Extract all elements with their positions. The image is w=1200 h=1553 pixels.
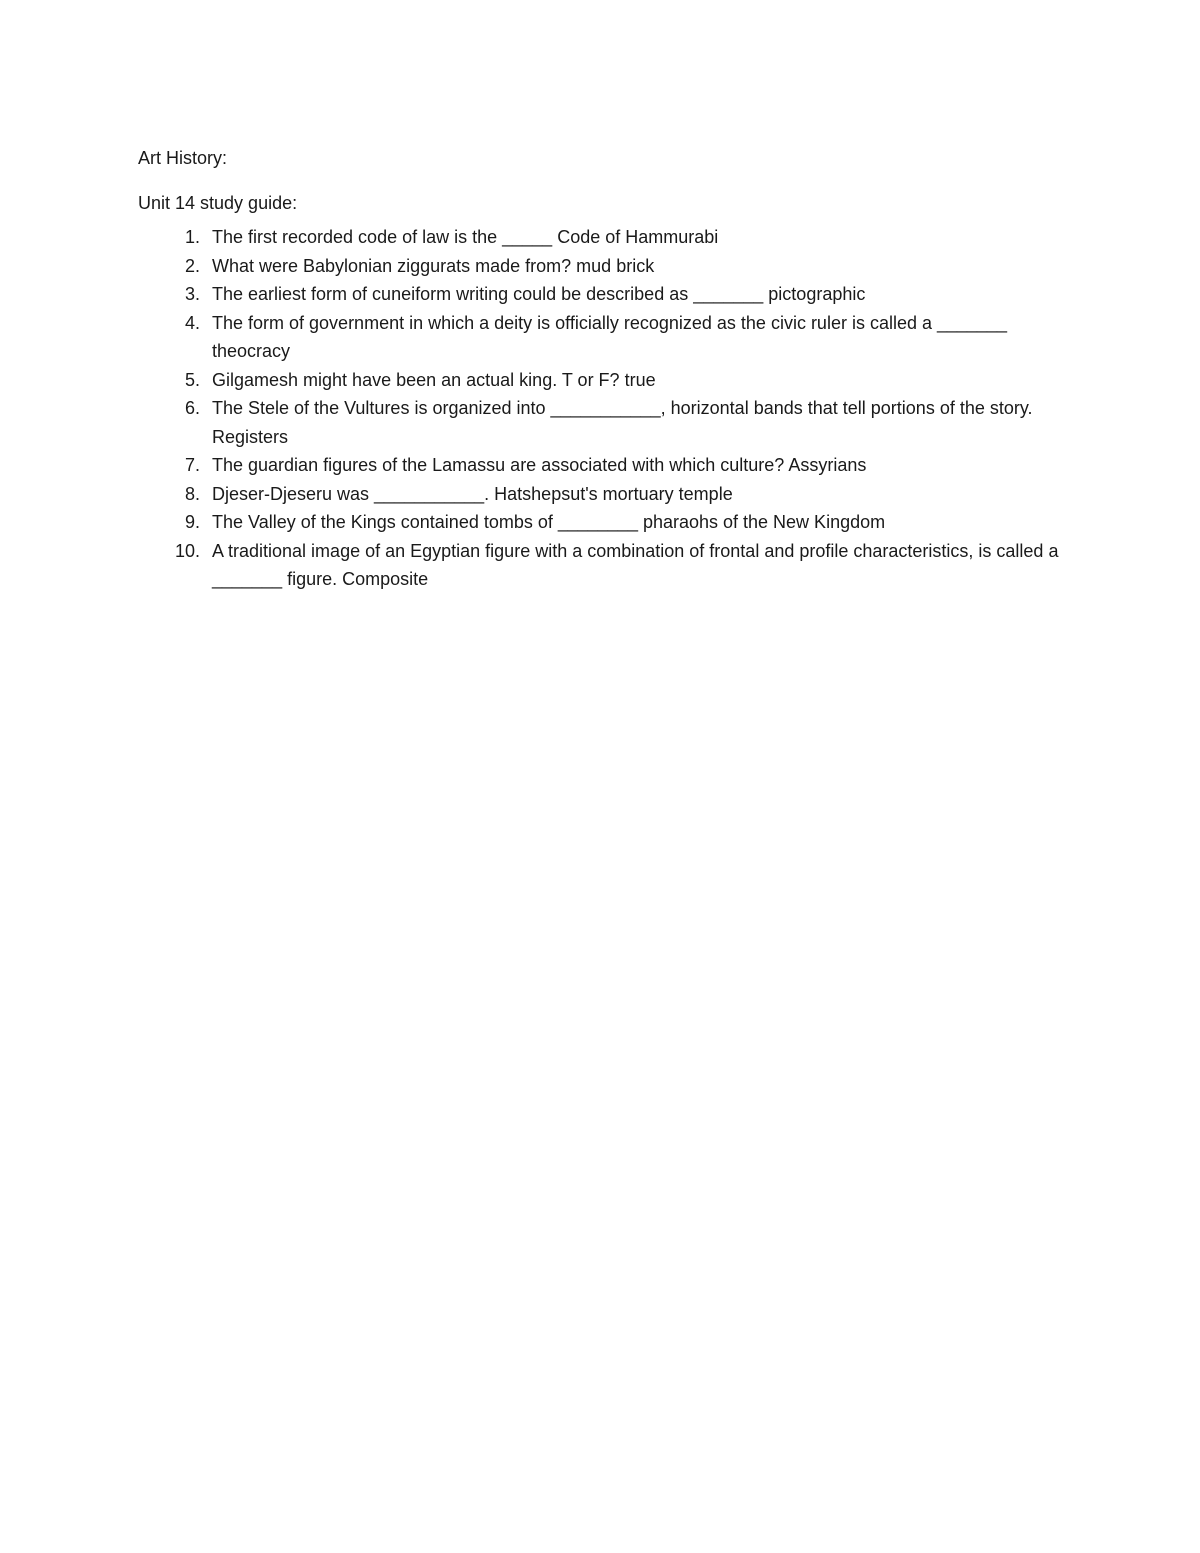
question-text: The Stele of the Vultures is organized into ___________, horizontal bands that tell portions of the story. Registers	[212, 398, 1033, 447]
question-text: A traditional image of an Egyptian figure with a combination of frontal and profile characteristics, is called a _______ figure. Composite	[212, 540, 1059, 589]
question-text: The guardian figures of the Lamassu are associated with which culture? Assyrians	[212, 455, 867, 475]
question-number: 10.	[174, 540, 200, 561]
question-number: 2.	[184, 255, 200, 276]
list-item	[138, 394, 1068, 451]
question-number: 7.	[184, 455, 200, 475]
question-text: The earliest form of cuneiform writing could be described as _______ pictographic	[212, 284, 866, 304]
list-item	[138, 223, 1068, 252]
list-item	[138, 537, 1068, 594]
list-item	[138, 252, 1068, 281]
list-item	[138, 508, 1068, 537]
question-text: Djeser-Djeseru was ___________. Hatshepsut's mortuary temple	[212, 483, 733, 504]
question-text: The form of government in which a deity is officially recognized as the civic ruler is called a _______ theocracy	[212, 312, 1008, 361]
list-item	[138, 309, 1068, 366]
question-number: 9.	[184, 512, 200, 532]
question-text: Gilgamesh might have been an actual king. T or F? true	[212, 369, 656, 390]
document-title: Art History:	[138, 148, 228, 168]
question-number: 3.	[184, 284, 200, 304]
question-text: The first recorded code of law is the _____ Code of Hammurabi	[212, 227, 719, 247]
question-number: 8.	[184, 483, 200, 504]
question-number: 1.	[184, 227, 200, 247]
list-item	[138, 280, 1068, 309]
list-item	[138, 480, 1068, 509]
document-content	[138, 144, 1068, 594]
question-number: 4.	[184, 312, 200, 333]
list-item	[138, 451, 1068, 480]
question-text: What were Babylonian ziggurats made from? mud brick	[212, 255, 655, 276]
question-text: The Valley of the Kings contained tombs of ________ pharaohs of the New Kingdom	[212, 512, 886, 532]
question-number: 6.	[184, 398, 200, 418]
document-subtitle: Unit 14 study guide:	[138, 192, 298, 213]
question-list	[138, 223, 1068, 594]
list-item	[138, 366, 1068, 395]
question-number: 5.	[184, 369, 200, 390]
